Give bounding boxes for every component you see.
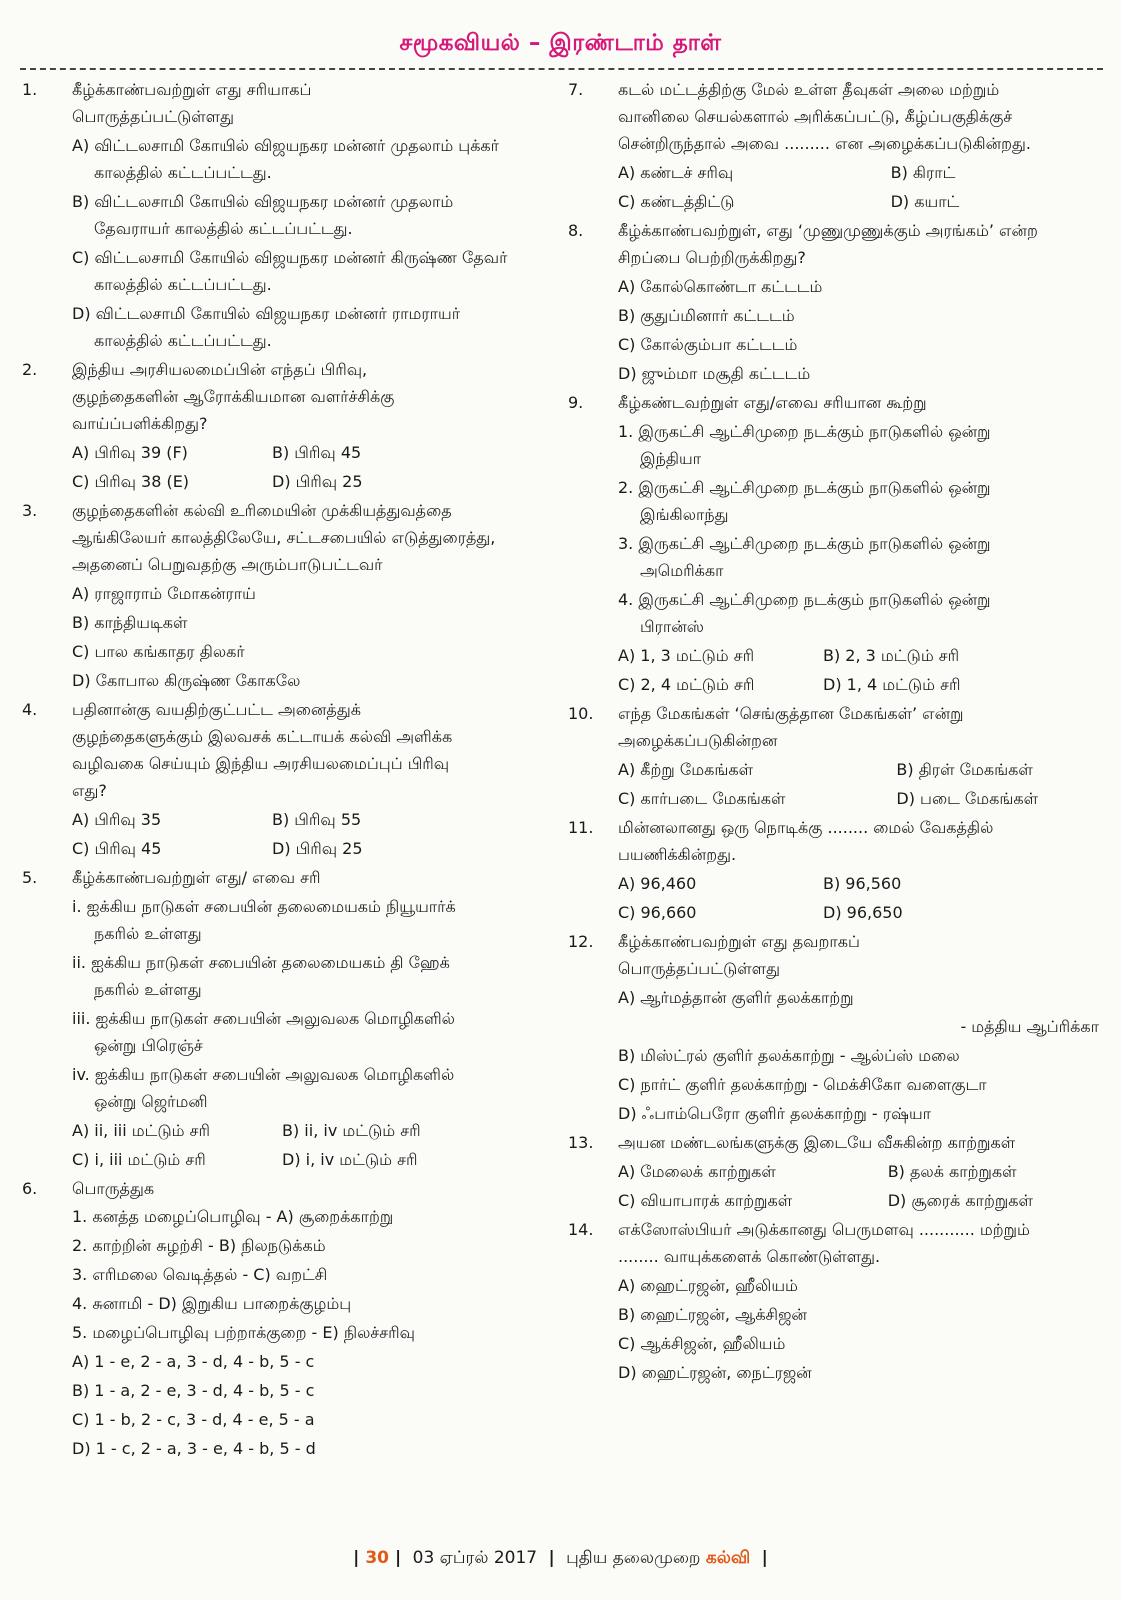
statement-1: 1. இருகட்சி ஆட்சிமுறை நடக்கும் நாடுகளில் ஒன்று இந்தியா	[618, 422, 991, 468]
question-text: கீழ்க்காண்பவற்றுள் எது தவறாகப் பொருத்தப்பட்டுள்ளது	[618, 932, 860, 978]
question-number: 6.	[22, 1179, 38, 1198]
question-text: மின்னலானது ஒரு நொடிக்கு ........ மைல் வேகத்தில் பயணிக்கின்றது.	[618, 818, 994, 864]
option-a: A) ஹைட்ரஜன், ஹீலியம்	[618, 1276, 798, 1295]
question-5	[14, 864, 554, 1173]
option-c: C) கண்டத்திட்டு	[618, 192, 735, 211]
option-d: D) ஜும்மா மசூதி கட்டடம்	[618, 364, 811, 383]
option-b: B) 2, 3 மட்டும் சரி	[823, 646, 960, 665]
option-d: D) 1 - c, 2 - a, 3 - e, 4 - b, 5 - d	[72, 1439, 316, 1458]
option-d: D) i, iv மட்டும் சரி	[282, 1150, 418, 1169]
question-number: 7.	[568, 80, 584, 99]
option-b: B) காந்தியடிகள்	[72, 613, 188, 632]
option-a: A) 96,460	[618, 874, 697, 893]
option-c: C) பால கங்காதர திலகர்	[72, 642, 245, 661]
match-pair-1: 1. கனத்த மழைப்பொழிவு - A) சூறைக்காற்று	[72, 1207, 394, 1226]
option-a: A) கோல்கொண்டா கட்டடம்	[618, 277, 823, 296]
match-pair-5: 5. மழைப்பொழிவு பற்றாக்குறை - E) நிலச்சரிவு	[72, 1323, 415, 1342]
question-number: 14.	[568, 1220, 594, 1239]
question-9	[560, 389, 1105, 698]
footer-separator: |	[548, 1548, 555, 1568]
option-c: C) 1 - b, 2 - c, 3 - d, 4 - e, 5 - a	[72, 1410, 315, 1429]
question-number: 1.	[22, 80, 38, 99]
page-title: சமூகவியல் – இரண்டாம் தாள்	[399, 30, 722, 56]
left-column	[14, 76, 554, 1465]
option-a: A) 1 - e, 2 - a, 3 - d, 4 - b, 5 - c	[72, 1352, 315, 1371]
option-a: A) கீற்று மேகங்கள்	[618, 760, 754, 779]
question-number: 3.	[22, 501, 38, 520]
question-number: 13.	[568, 1133, 594, 1152]
option-b: B) கிராட்	[890, 163, 956, 182]
question-text: கீழ்க்காண்பவற்றுள் எது சரியாகப் பொருத்தப்பட்டுள்ளது	[72, 80, 312, 126]
question-2	[14, 356, 554, 495]
question-1	[14, 76, 554, 354]
option-d: D) விட்டலசாமி கோயில் விஜயநகர மன்னர் ராமராயர் காலத்தில் கட்டப்பட்டது.	[72, 304, 461, 350]
question-text: அயன மண்டலங்களுக்கு இடையே வீசுகின்ற காற்றுகள்	[618, 1133, 1016, 1152]
option-a: A) ராஜாராம் மோகன்ராய்	[72, 584, 256, 603]
option-a-region: - மத்திய ஆப்ரிக்கா	[960, 1017, 1099, 1036]
option-a: A) 1, 3 மட்டும் சரி	[618, 646, 755, 665]
footer-separator: |	[761, 1548, 768, 1568]
question-text: எக்ஸோஸ்பியர் அடுக்கானது பெருமளவு ........... மற்றும் ........ வாயுக்களைக் கொண்டுள்ளது.	[618, 1220, 1030, 1266]
question-text: எந்த மேகங்கள் ‘செங்குத்தான மேகங்கள்’ என்று அழைக்கப்படுகின்றன	[618, 704, 964, 750]
option-d: D) கோபால கிருஷ்ண கோகலே	[72, 671, 301, 690]
options-grid	[618, 868, 1028, 926]
option-c: C) பிரிவு 38 (E)	[72, 472, 190, 491]
option-c: C) கோல்கும்பா கட்டடம்	[618, 335, 798, 354]
question-number: 10.	[568, 704, 594, 723]
question-12	[560, 928, 1105, 1127]
option-a: A) பிரிவு 35	[72, 810, 162, 829]
option-d: D) சூரைக் காற்றுகள்	[887, 1191, 1033, 1210]
statement-2: 2. இருகட்சி ஆட்சிமுறை நடக்கும் நாடுகளில் ஒன்று இங்கிலாந்து	[618, 478, 991, 524]
options-grid	[72, 437, 472, 495]
question-text: குழந்தைகளின் கல்வி உரிமையின் முக்கியத்துவத்தை ஆங்கிலேயர் காலத்திலேயே, சட்டசபையில் எடுத்துரைத்து, அதனைப் பெறுவதற்கு அரும்பாடுபட்டவர்	[72, 501, 496, 574]
header-divider	[20, 68, 1103, 70]
options-grid	[618, 1156, 1083, 1214]
option-c: C) வியாபாரக் காற்றுகள்	[618, 1191, 793, 1210]
option-b: B) பிரிவு 45	[272, 443, 362, 462]
question-10	[560, 700, 1105, 812]
statement-i: i. ஐக்கிய நாடுகள் சபையின் தலைமையகம் நியூயார்க் நகரில் உள்ளது	[72, 897, 456, 943]
option-c: C) பிரிவு 45	[72, 839, 162, 858]
statement-4: 4. இருகட்சி ஆட்சிமுறை நடக்கும் நாடுகளில் ஒன்று பிரான்ஸ்	[618, 590, 991, 636]
option-d: D) ஹைட்ரஜன், நைட்ரஜன்	[618, 1363, 812, 1382]
option-c: C) கார்படை மேகங்கள்	[618, 789, 786, 808]
option-b: B) 96,560	[823, 874, 902, 893]
question-text: இந்திய அரசியலமைப்பின் எந்தப் பிரிவு, குழந்தைகளின் ஆரோக்கியமான வளர்ச்சிக்கு வாய்ப்பளிக்கிறது?	[72, 360, 395, 433]
magazine-brand: கல்வி	[705, 1548, 751, 1568]
option-b: B) ii, iv மட்டும் சரி	[282, 1121, 421, 1140]
page-footer	[0, 1548, 1121, 1570]
question-number: 4.	[22, 700, 38, 719]
option-a: A) விட்டலசாமி கோயில் விஜயநகர மன்னர் முதலாம் புக்கர் காலத்தில் கட்டப்பட்டது.	[72, 136, 500, 182]
match-pair-2: 2. காற்றின் சுழற்சி - B) நிலநடுக்கம்	[72, 1236, 326, 1255]
statement-3: 3. இருகட்சி ஆட்சிமுறை நடக்கும் நாடுகளில் ஒன்று அமெரிக்கா	[618, 534, 991, 580]
option-b: B) விட்டலசாமி கோயில் விஜயநகர மன்னர் முதலாம் தேவராயர் காலத்தில் கட்டப்பட்டது.	[72, 192, 454, 238]
options-grid	[618, 754, 1098, 812]
option-d: D) 96,650	[823, 903, 903, 922]
options-grid	[618, 640, 1028, 698]
question-text: கீழ்க்காண்பவற்றுள், எது ‘முணுமுணுக்கும் அரங்கம்’ என்ற சிறப்பை பெற்றிருக்கிறது?	[618, 221, 1038, 267]
question-8	[560, 217, 1105, 387]
question-number: 11.	[568, 818, 594, 837]
option-d: D) ஃபாம்பெரோ குளிர் தலக்காற்று - ரஷ்யா	[618, 1104, 932, 1123]
option-a: A) ஆர்மத்தான் குளிர் தலக்காற்று	[618, 988, 854, 1007]
options-grid	[72, 1115, 492, 1173]
question-text: கடல் மட்டத்திற்கு மேல் உள்ள தீவுகள் அலை மற்றும் வானிலை செயல்களால் அரிக்கப்பட்டு, கீழ்ப்பகுதிக்குச் சென்றிருந்தால் அவை ......... என அழைக்கப்படுகின்றது.	[618, 80, 1031, 153]
question-text: கீழ்கண்டவற்றுள் எது/எவை சரியான கூற்று	[618, 393, 927, 412]
option-c: C) விட்டலசாமி கோயில் விஜயநகர மன்னர் கிருஷ்ண தேவர் காலத்தில் கட்டப்பட்டது.	[72, 248, 508, 294]
option-c: C) 96,660	[618, 903, 697, 922]
footer-separator: |	[353, 1548, 360, 1568]
question-text: பதினான்கு வயதிற்குட்பட்ட அனைத்துக் குழந்தைகளுக்கும் இலவசக் கட்டாயக் கல்வி அளிக்க வழிவகை செய்யும் இந்திய அரசியலமைப்புப் பிரிவு எது?	[72, 700, 453, 800]
question-number: 2.	[22, 360, 38, 379]
page-number: 30	[365, 1548, 389, 1568]
option-a: A) மேலைக் காற்றுகள்	[618, 1162, 776, 1181]
option-d: D) படை மேகங்கள்	[896, 789, 1039, 808]
option-d: D) கயாட்	[890, 192, 960, 211]
option-b: B) குதுப்மினார் கட்டடம்	[618, 306, 795, 325]
question-number: 5.	[22, 868, 38, 887]
question-3	[14, 497, 554, 694]
option-a: A) ii, iii மட்டும் சரி	[72, 1121, 210, 1140]
option-c: C) நார்ட் குளிர் தலக்காற்று - மெக்சிகோ வளைகுடா	[618, 1075, 987, 1094]
option-c: C) 2, 4 மட்டும் சரி	[618, 675, 755, 694]
question-11	[560, 814, 1105, 926]
question-number: 9.	[568, 393, 584, 412]
options-grid	[618, 157, 1088, 215]
match-pair-3: 3. எரிமலை வெடித்தல் - C) வறட்சி	[72, 1265, 328, 1284]
magazine-name: புதிய தலைமுறை	[566, 1548, 701, 1568]
option-c: C) i, iii மட்டும் சரி	[72, 1150, 206, 1169]
question-14	[560, 1216, 1105, 1386]
statement-iv: iv. ஐக்கிய நாடுகள் சபையின் அலுவலக மொழிகளில் ஒன்று ஜெர்மனி	[72, 1065, 455, 1111]
option-b: B) ஹைட்ரஜன், ஆக்சிஜன்	[618, 1305, 807, 1324]
option-d: D) பிரிவு 25	[272, 839, 363, 858]
option-a: A) பிரிவு 39 (F)	[72, 443, 188, 462]
statement-ii: ii. ஐக்கிய நாடுகள் சபையின் தலைமையகம் தி ஹேக் நகரில் உள்ளது	[72, 953, 450, 999]
option-b: B) 1 - a, 2 - e, 3 - d, 4 - b, 5 - c	[72, 1381, 315, 1400]
option-c: C) ஆக்சிஜன், ஹீலியம்	[618, 1334, 786, 1353]
right-column	[560, 76, 1105, 1388]
option-d: D) 1, 4 மட்டும் சரி	[823, 675, 961, 694]
question-13	[560, 1129, 1105, 1214]
option-b: B) பிரிவு 55	[272, 810, 362, 829]
option-b: B) திரள் மேகங்கள்	[896, 760, 1033, 779]
question-6	[14, 1175, 554, 1463]
option-b: B) மிஸ்ட்ரல் குளிர் தலக்காற்று - ஆல்ப்ஸ் மலை	[618, 1046, 960, 1065]
question-number: 12.	[568, 932, 594, 951]
question-4	[14, 696, 554, 862]
question-7	[560, 76, 1105, 215]
footer-separator: |	[395, 1548, 402, 1568]
option-b: B) தலக் காற்றுகள்	[887, 1162, 1017, 1181]
statement-iii: iii. ஐக்கிய நாடுகள் சபையின் அலுவலக மொழிகளில் ஒன்று பிரெஞ்ச்	[72, 1009, 455, 1055]
issue-date: 03 ஏப்ரல் 2017	[412, 1548, 538, 1568]
options-grid	[72, 804, 472, 862]
question-text: கீழ்க்காண்பவற்றுள் எது/ எவை சரி	[72, 868, 321, 887]
option-d: D) பிரிவு 25	[272, 472, 363, 491]
option-a: A) கண்டச் சரிவு	[618, 163, 734, 182]
match-pair-4: 4. சுனாமி - D) இறுகிய பாறைக்குழம்பு	[72, 1294, 352, 1313]
question-number: 8.	[568, 221, 584, 240]
question-text: பொருத்துக	[72, 1179, 155, 1198]
